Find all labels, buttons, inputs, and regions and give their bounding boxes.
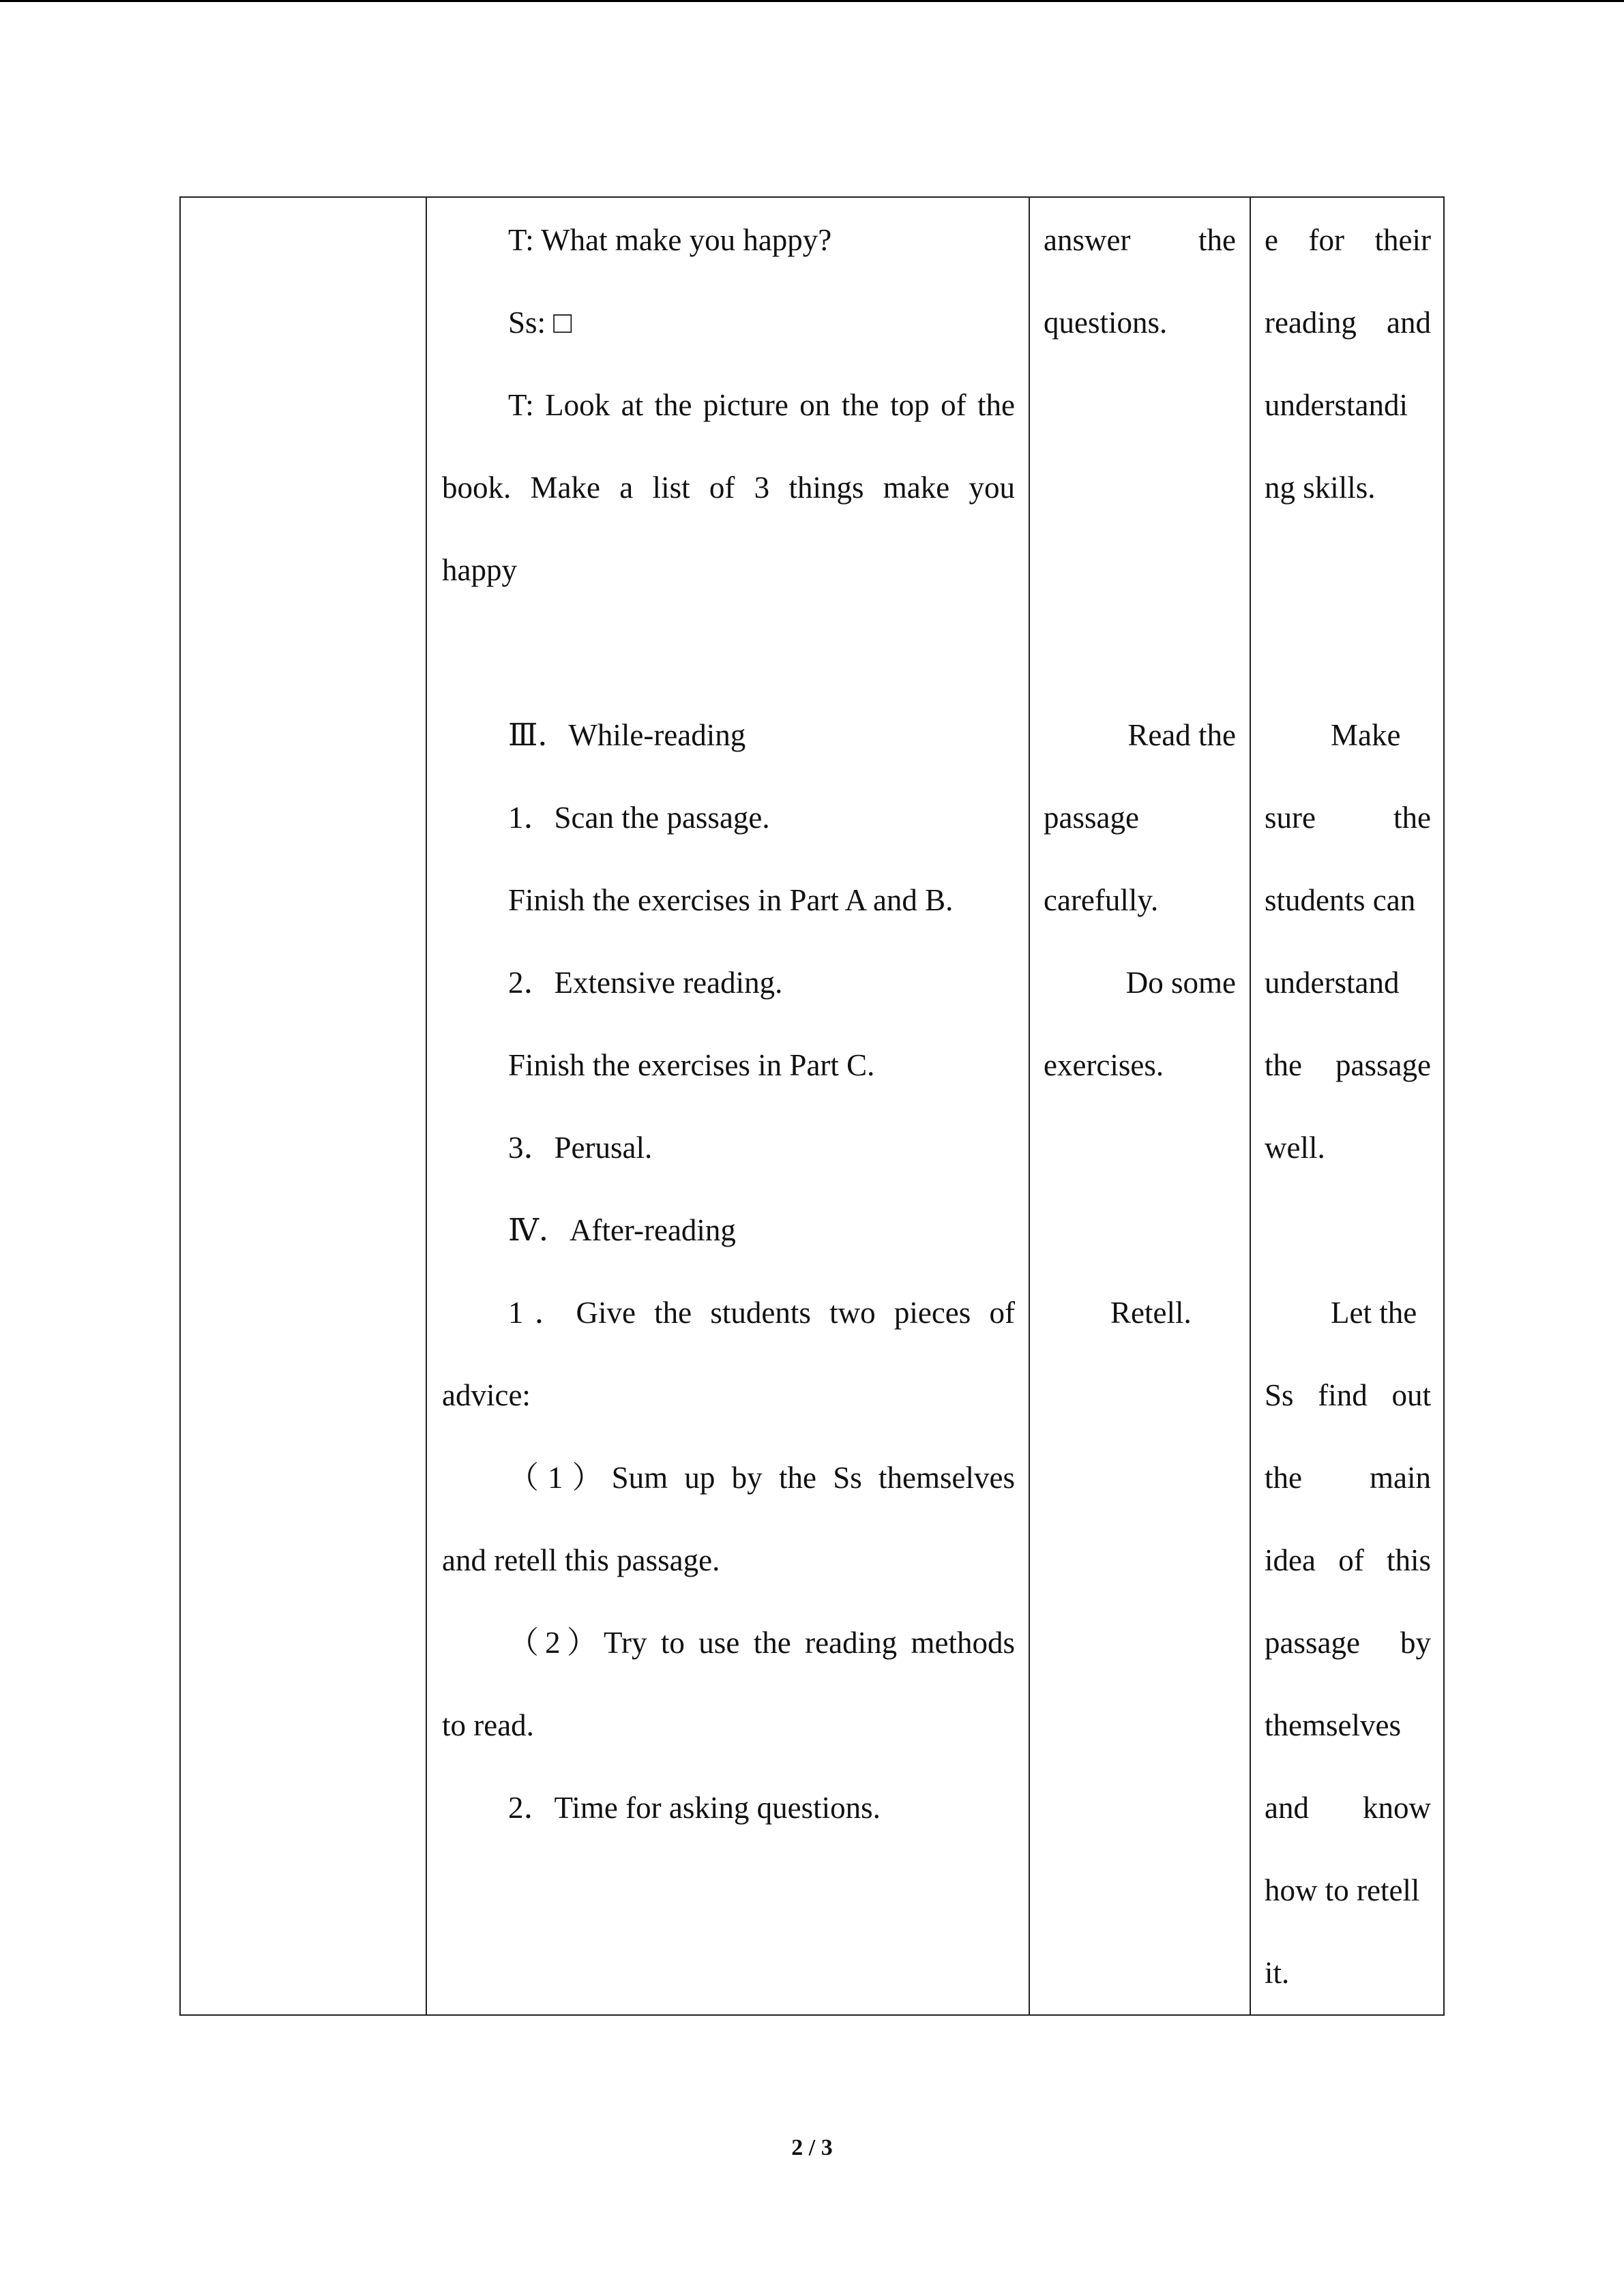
student-activity-line: carefully. xyxy=(1044,883,1159,917)
procedure-line: 2．Time for asking questions. xyxy=(508,1791,881,1825)
purpose-line: how to retell xyxy=(1265,1873,1420,1907)
procedure-line: （1）Sum up by the Ss themselves xyxy=(508,1461,1015,1495)
column-divider-3 xyxy=(1250,196,1251,2016)
purpose-line: passage by xyxy=(1265,1626,1431,1660)
column-divider-2 xyxy=(1029,196,1030,2016)
purpose-line: and know xyxy=(1265,1791,1431,1825)
procedure-line: to read. xyxy=(442,1708,534,1742)
procedure-line: advice: xyxy=(442,1378,531,1412)
purpose-line: e for their xyxy=(1265,223,1431,257)
purpose-line: Make xyxy=(1331,718,1401,752)
student-activity-line: answer the xyxy=(1044,223,1236,257)
purpose-line: idea of this xyxy=(1265,1543,1431,1577)
page-number: 2 / 3 xyxy=(791,2135,833,2160)
purpose-cell xyxy=(1265,196,1431,2016)
purpose-line: it. xyxy=(1265,1956,1290,1990)
student-activity-line: exercises. xyxy=(1044,1048,1164,1082)
procedure-line: 1．Scan the passage. xyxy=(508,801,770,835)
procedure-line: T: What make you happy? xyxy=(508,223,832,257)
purpose-line: sure the xyxy=(1265,801,1431,835)
student-activity-line: passage xyxy=(1044,801,1139,835)
purpose-line: ng skills. xyxy=(1265,471,1376,505)
column-divider-1 xyxy=(426,196,427,2016)
procedure-line: Ss: □ xyxy=(508,305,572,340)
purpose-line: the main xyxy=(1265,1461,1431,1495)
purpose-line: understandi xyxy=(1265,388,1408,422)
procedure-line: book. Make a list of 3 things make you xyxy=(442,471,1015,505)
procedure-line: Finish the exercises in Part A and B. xyxy=(508,883,954,917)
purpose-line: Ss find out xyxy=(1265,1378,1431,1412)
section-heading-while-reading: Ⅲ．While-reading xyxy=(508,718,746,752)
purpose-line: students can xyxy=(1265,883,1416,917)
student-activity-line: Retell. xyxy=(1110,1296,1192,1330)
procedure-line: happy xyxy=(442,553,517,587)
procedure-cell xyxy=(442,196,1015,2016)
page-top-border xyxy=(0,0,1624,2)
student-activity-line: Do some xyxy=(1125,966,1236,1000)
purpose-line: well. xyxy=(1265,1131,1325,1165)
student-activity-line: questions. xyxy=(1044,305,1168,340)
procedure-line: Finish the exercises in Part C. xyxy=(508,1048,875,1082)
section-heading-after-reading: Ⅳ．After-reading xyxy=(508,1213,736,1247)
purpose-line: Let the xyxy=(1331,1296,1417,1330)
procedure-line: T: Look at the picture on the top of the xyxy=(508,388,1015,422)
procedure-line: 3．Perusal. xyxy=(508,1131,653,1165)
purpose-line: reading and xyxy=(1265,305,1431,340)
stage-cell xyxy=(181,196,426,2016)
procedure-line: 2．Extensive reading. xyxy=(508,966,783,1000)
purpose-line: themselves xyxy=(1265,1708,1401,1742)
procedure-line: and retell this passage. xyxy=(442,1543,720,1577)
student-activity-cell xyxy=(1044,196,1236,2016)
purpose-line: understand xyxy=(1265,966,1400,1000)
student-activity-line: Read the xyxy=(1127,718,1236,752)
purpose-line: the passage xyxy=(1265,1048,1431,1082)
procedure-line: 1．Give the students two pieces of xyxy=(508,1296,1015,1330)
procedure-line: （2）Try to use the reading methods xyxy=(508,1626,1015,1660)
